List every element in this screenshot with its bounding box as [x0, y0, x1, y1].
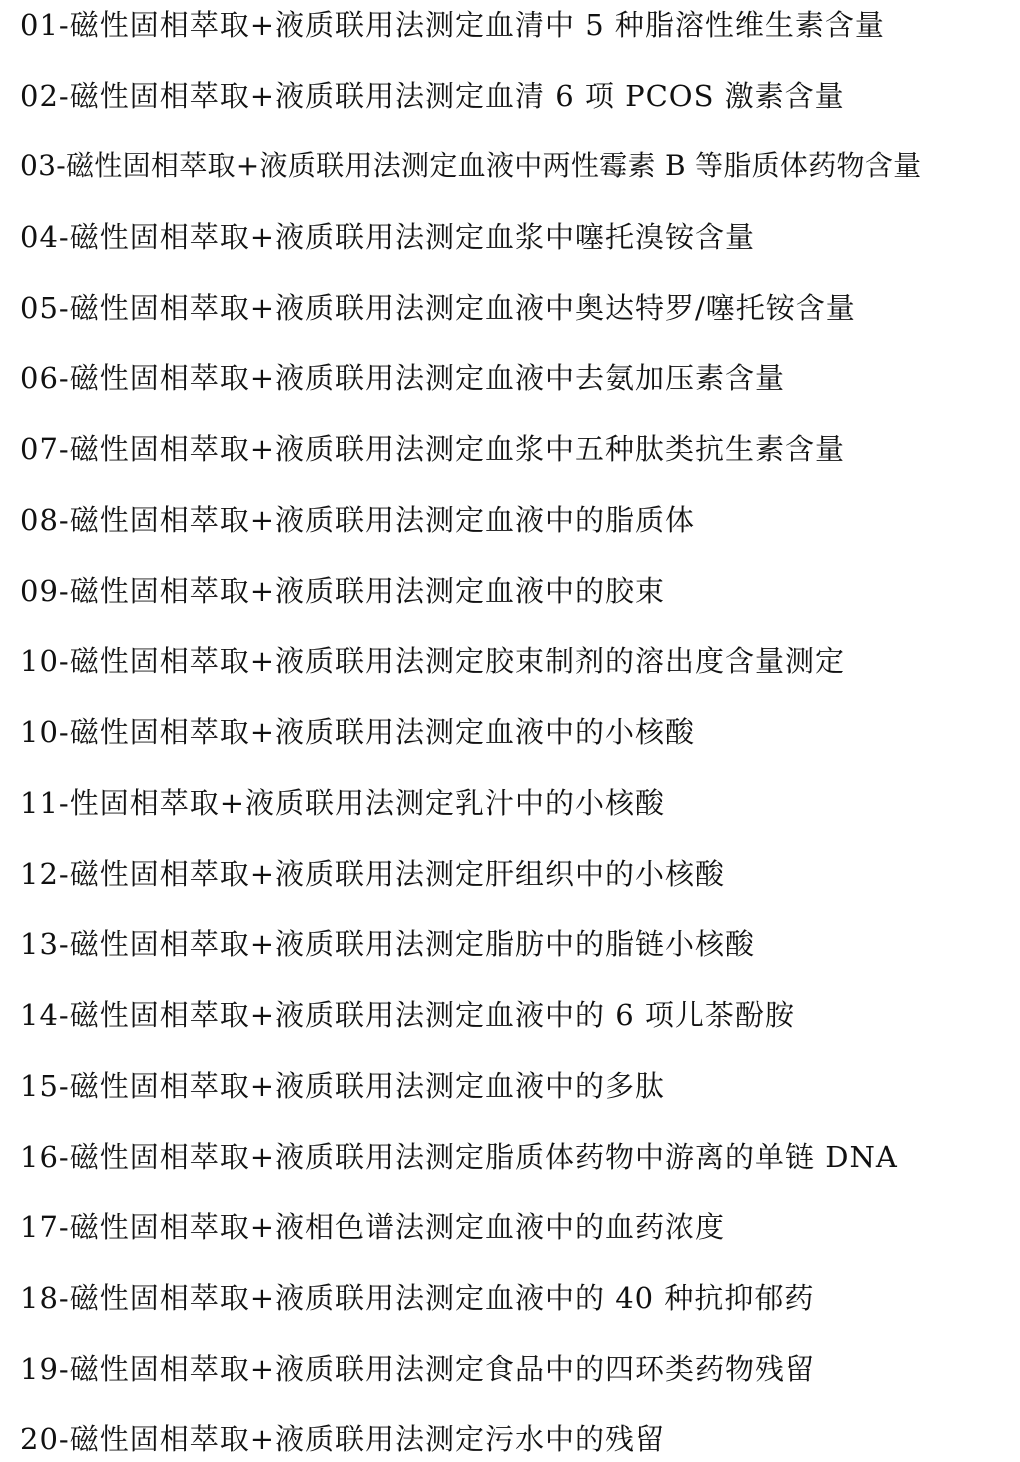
list-item: 01-磁性固相萃取+液质联用法测定血清中 5 种脂溶性维生素含量	[20, 8, 885, 42]
list-item: 04-磁性固相萃取+液质联用法测定血浆中噻托溴铵含量	[20, 220, 755, 254]
list-item: 17-磁性固相萃取+液相色谱法测定血液中的血药浓度	[20, 1210, 725, 1244]
list-item: 08-磁性固相萃取+液质联用法测定血液中的脂质体	[20, 503, 695, 537]
list-item: 15-磁性固相萃取+液质联用法测定血液中的多肽	[20, 1069, 665, 1103]
list-item: 18-磁性固相萃取+液质联用法测定血液中的 40 种抗抑郁药	[20, 1281, 815, 1315]
list-item: 14-磁性固相萃取+液质联用法测定血液中的 6 项儿茶酚胺	[20, 998, 795, 1032]
list-item: 06-磁性固相萃取+液质联用法测定血液中去氨加压素含量	[20, 361, 786, 395]
list-item: 07-磁性固相萃取+液质联用法测定血浆中五种肽类抗生素含量	[20, 432, 846, 466]
list-item: 12-磁性固相萃取+液质联用法测定肝组织中的小核酸	[20, 857, 725, 891]
list-item: 20-磁性固相萃取+液质联用法测定污水中的残留	[20, 1422, 665, 1456]
list-item: 02-磁性固相萃取+液质联用法测定血清 6 项 PCOS 激素含量	[20, 79, 845, 113]
list-item: 16-磁性固相萃取+液质联用法测定脂质体药物中游离的单链 DNA	[20, 1140, 898, 1174]
list-item: 11-性固相萃取+液质联用法测定乳汁中的小核酸	[20, 786, 665, 820]
list-item: 03-磁性固相萃取+液质联用法测定血液中两性霉素 B 等脂质体药物含量	[20, 149, 922, 182]
list-item: 10-磁性固相萃取+液质联用法测定血液中的小核酸	[20, 715, 695, 749]
list-item: 13-磁性固相萃取+液质联用法测定脂肪中的脂链小核酸	[20, 927, 755, 961]
list-item: 05-磁性固相萃取+液质联用法测定血液中奥达特罗/噻托铵含量	[20, 291, 856, 325]
list-item: 19-磁性固相萃取+液质联用法测定食品中的四环类药物残留	[20, 1352, 816, 1386]
list-item: 09-磁性固相萃取+液质联用法测定血液中的胶束	[20, 574, 665, 608]
list-item: 10-磁性固相萃取+液质联用法测定胶束制剂的溶出度含量测定	[20, 644, 846, 678]
